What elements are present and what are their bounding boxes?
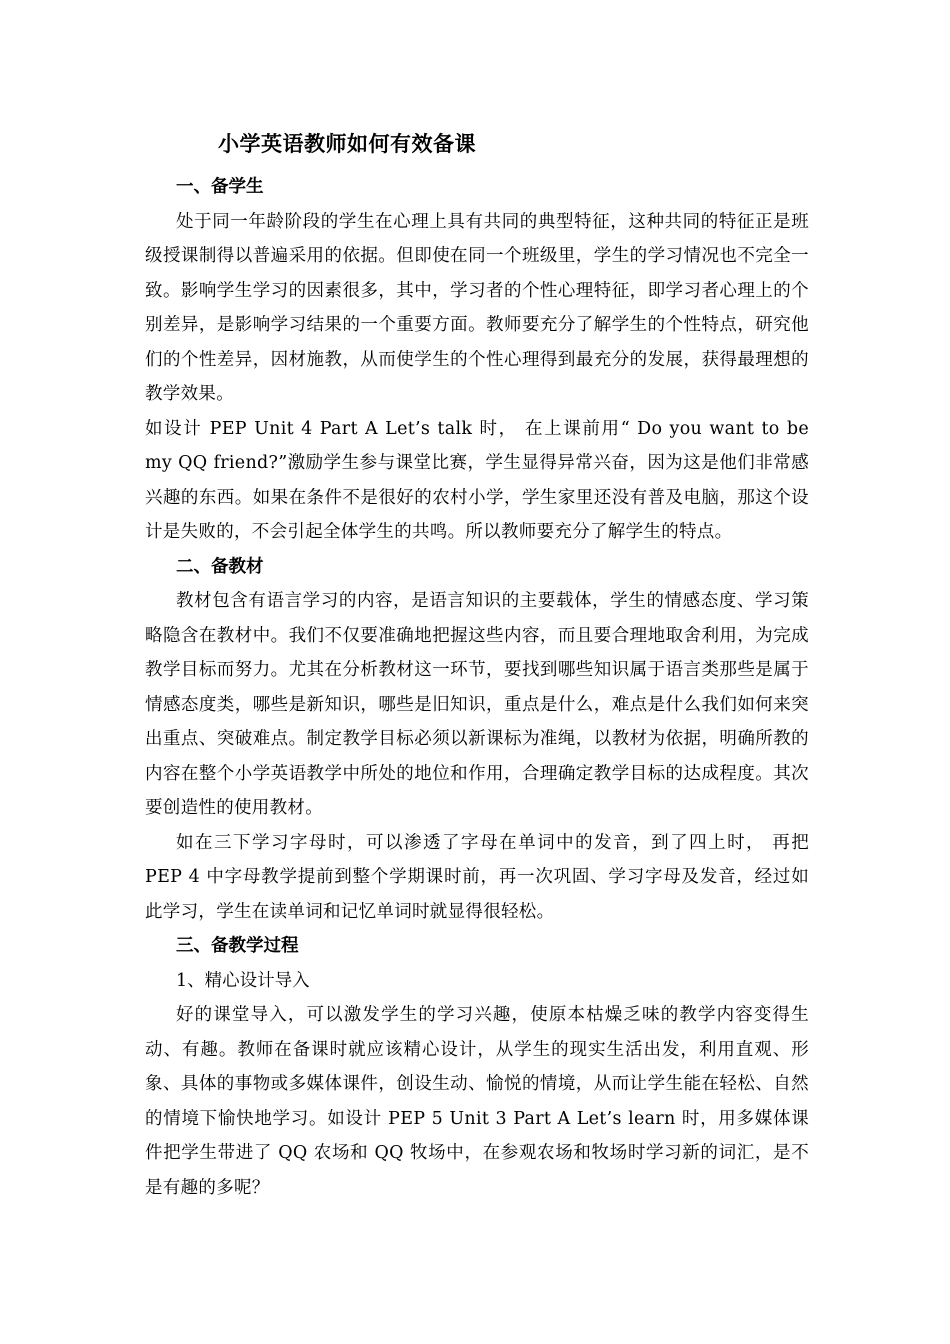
document-page: [145, 128, 809, 1205]
document-title: 小学英语教师如何有效备课: [218, 131, 476, 156]
section-heading-process: 三、备教学过程: [176, 936, 299, 956]
paragraph-students-2: 如设计 PEP Unit 4 Part A Let’s talk 时， 在上课前用“ Do you want to be my QQ friend?”激励学生参与课堂比赛，学生显得异常兴奋，因为这是他们非常感兴趣的东西。如果在条件不是很好的农村小学，学生家里还没有普及电脑，那这个设计是失败的，不会引起全体学生的共鸣。所以教师要充分了解学生的特点。: [145, 418, 809, 542]
subheading-introduction: 1、精心设计导入: [176, 970, 310, 991]
section-heading-materials: 二、备教材: [176, 556, 264, 577]
paragraph-materials-2: 如在三下学习字母时，可以渗透了字母在单词中的发音，到了四上时， 再把 PEP 4 中字母教学提前到整个学期课时前，再一次巩固、学习字母及发音，经过如此学习，学生在读单词和记忆单词时就显得很轻松。: [145, 832, 809, 922]
paragraph-materials-1: 教材包含有语言学习的内容，是语言知识的主要载体，学生的情感态度、学习策略隐含在教材中。我们不仅要准确地把握这些内容，而且要合理地取舍利用，为完成教学目标而努力。尤其在分析教材这一环节，要找到哪些知识属于语言类那些是属于情感态度类，哪些是新知识，哪些是旧知识，重点是什么，难点是什么我们如何来突出重点、突破难点。制定教学目标必须以新课标为准绳，以教材为依据，明确所教的内容在整个小学英语教学中所处的地位和作用，合理确定教学目标的达成程度。其次要创造性的使用教材。: [145, 591, 809, 818]
section-heading-students: 一、备学生: [176, 177, 264, 197]
paragraph-process-1: 好的课堂导入，可以激发学生的学习兴趣，使原本枯燥乏味的教学内容变得生动、有趣。教师在备课时就应该精心设计，从学生的现实生活出发，利用直观、形象、具体的事物或多媒体课件，创设生动、愉悦的情境，从而让学生能在轻松、自然的情境下愉快地学习。如设计 PEP 5 Unit 3 Part A Let’s learn 时，用多媒体课件把学生带进了 QQ 农场和 QQ 牧场中，在参观农场和牧场时学习新的词汇，是不是有趣的多呢？: [145, 1005, 809, 1198]
paragraph-students-1: 处于同一年龄阶段的学生在心理上具有共同的典型特征，这种共同的特征正是班级授课制得以普遍采用的依据。但即使在同一个班级里，学生的学习情况也不完全一致。影响学生学习的因素很多，其中，学习者的个性心理特征，即学习者心理上的个别差异，是影响学习结果的一个重要方面。教师要充分了解学生的个性特点，研究他们的个性差异，因材施教，从而使学生的个性心理得到最充分的发展，获得最理想的教学效果。: [145, 211, 809, 404]
